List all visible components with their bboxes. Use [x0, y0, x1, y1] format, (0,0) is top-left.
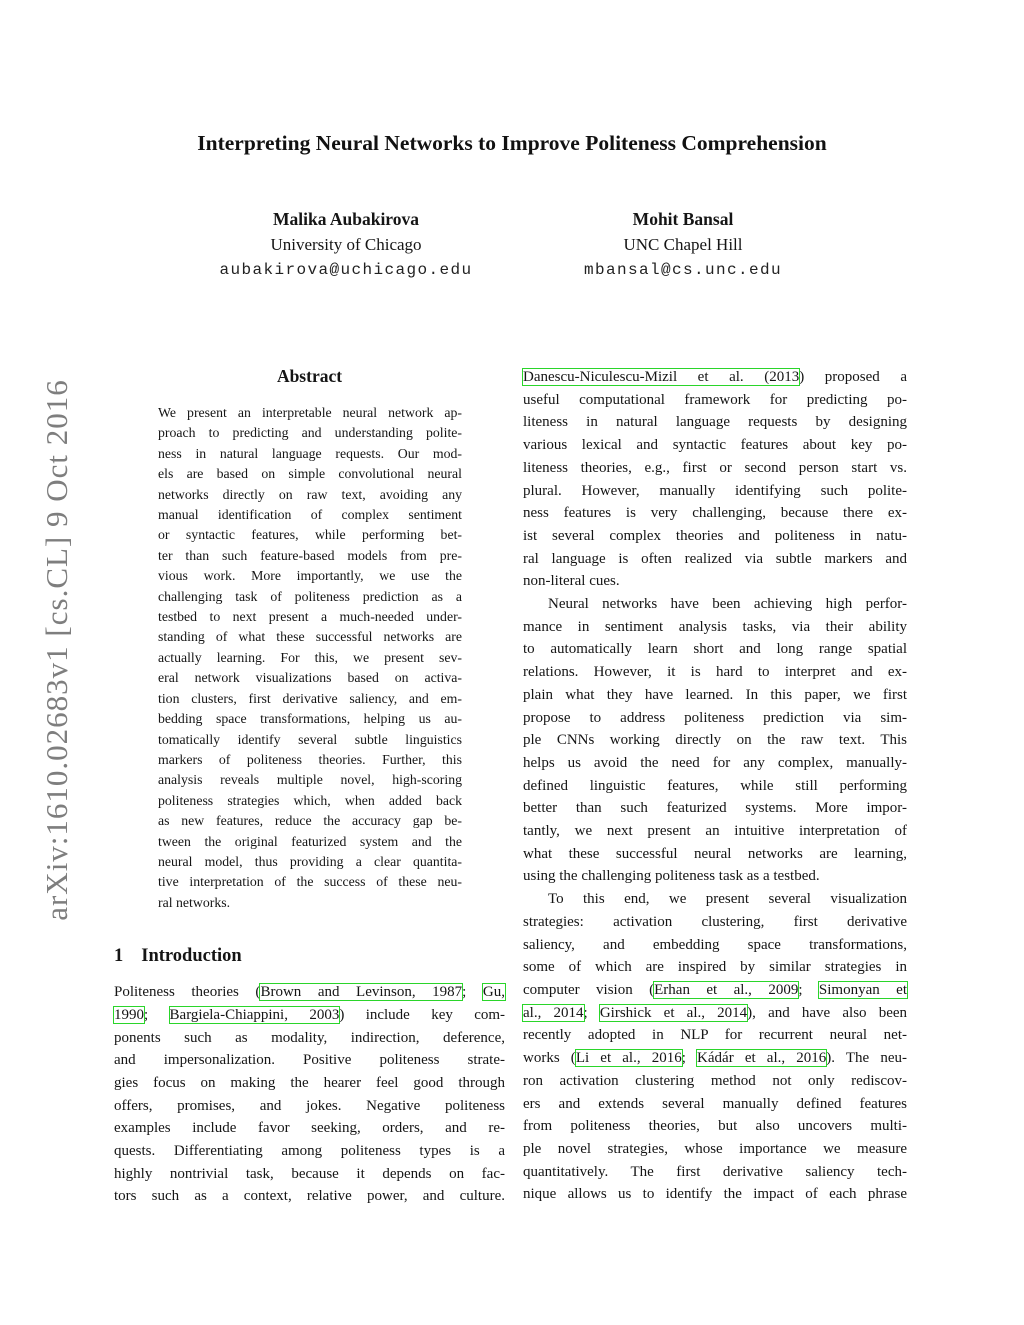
text-span: ). The neu- [826, 1050, 908, 1067]
citation-link[interactable]: Li et al., 2016 [575, 1050, 682, 1067]
text-span: recently adopted in NLP for recurrent neural net- [523, 1027, 907, 1044]
text-line [114, 1004, 505, 1027]
right-column [523, 366, 907, 1206]
text-line [158, 750, 462, 770]
text-line [158, 505, 462, 525]
text-line [158, 689, 462, 709]
text-line [523, 888, 907, 911]
text-line [114, 1072, 505, 1095]
text-span: liteness in natural language requests by designing [523, 414, 907, 431]
text-line [158, 627, 462, 647]
text-span: some of which are inspired by similar strategies in [523, 959, 907, 976]
text-span: ) proposed a [799, 369, 907, 385]
text-span: challenging task of politeness prediction as a [158, 588, 462, 604]
text-span: tween the original featurized system and the [158, 833, 462, 849]
text-span: ral language is often realized via subtle markers and [523, 550, 907, 567]
text-line [523, 1070, 907, 1093]
section-title: Introduction [141, 946, 242, 967]
text-span: ron activation clustering method not only rediscov- [523, 1072, 907, 1089]
text-span: actually learning. For this, we present sev- [158, 649, 462, 665]
citation-link[interactable]: Simonyan et [818, 981, 907, 998]
text-span: plural. However, manually identifying such polite- [523, 482, 907, 499]
text-span: ; [681, 1050, 698, 1067]
text-span: els are based on simple convolutional neural [158, 466, 462, 482]
citation-link[interactable]: Bargiela-Chiappini, 2003 [169, 1006, 340, 1023]
text-line [523, 525, 907, 548]
text-line [158, 566, 462, 586]
citation-link[interactable]: Gu, [482, 984, 505, 1001]
text-line [523, 389, 907, 412]
text-line [523, 1183, 907, 1206]
text-line [523, 411, 907, 434]
text-line [114, 1163, 505, 1186]
author-name: Mohit Bansal [632, 209, 734, 229]
text-line [523, 570, 907, 593]
text-line [523, 820, 907, 843]
text-line [523, 1093, 907, 1116]
text-span: politeness strategies which, when added back [158, 792, 462, 808]
paragraph-intro [114, 981, 505, 1208]
abstract-text [158, 403, 462, 913]
text-line [158, 525, 462, 545]
text-line [523, 616, 907, 639]
text-line [158, 668, 462, 688]
text-line [523, 843, 907, 866]
text-line [523, 1161, 907, 1184]
text-line [523, 638, 907, 661]
text-line [114, 1027, 505, 1050]
text-line [523, 1024, 907, 1047]
text-span: ponents such as modality, indirection, deference, [114, 1029, 505, 1046]
citation-link[interactable]: Danescu-Niculescu-Mizil et al. (2013 [523, 369, 800, 385]
text-line [523, 684, 907, 707]
text-span: To this end, we present several visualization [548, 891, 907, 908]
citation-link[interactable]: Girshick et al., 2014 [599, 1004, 748, 1021]
text-span: markers of politeness theories. Further, this [158, 751, 462, 767]
text-line [523, 1115, 907, 1138]
text-line [158, 770, 462, 790]
text-span: non-literal cues. [523, 573, 620, 590]
text-span: to automatically learn short and long range spatial [523, 641, 907, 658]
text-line [158, 832, 462, 852]
text-span: as new features, reduce the accuracy gap be- [158, 813, 462, 829]
author-email: aubakirova@uchicago.edu [219, 261, 473, 279]
text-span: ; [462, 984, 483, 1001]
text-line [523, 911, 907, 934]
text-span: ness features is very challenging, because there ex- [523, 505, 907, 522]
text-line [523, 661, 907, 684]
text-span: ist several complex theories and politeness in natu- [523, 527, 907, 544]
text-line [523, 865, 907, 888]
text-span: ; [583, 1004, 600, 1021]
paper-title: Interpreting Neural Networks to Improve Politeness Comprehension [197, 131, 827, 155]
text-span: gies focus on making the hearer feel good through [114, 1074, 505, 1091]
text-line [523, 775, 907, 798]
text-span: ral networks. [158, 894, 231, 910]
text-line [523, 1002, 907, 1025]
text-line [158, 403, 462, 423]
text-span: strategies: activation clustering, first derivative [523, 913, 907, 930]
author-name: Malika Aubakirova [272, 209, 420, 229]
paragraph [523, 366, 907, 593]
text-span: We present an interpretable neural network ap- [158, 405, 462, 420]
text-span: analysis reveals multiple novel, high-scoring [158, 772, 462, 788]
citation-link[interactable]: 1990 [114, 1006, 144, 1023]
text-line [114, 1140, 505, 1163]
text-line [523, 548, 907, 571]
text-line [158, 852, 462, 872]
text-line [158, 648, 462, 668]
text-span: ter than such feature-based models from pre- [158, 547, 462, 563]
text-span: tantly, we next present an intuitive interpretation of [523, 823, 907, 840]
text-line [523, 956, 907, 979]
text-span: highly nontrivial task, because it depends on fac- [114, 1165, 505, 1182]
text-span: proach to predicting and understanding polite- [158, 425, 462, 441]
text-line [158, 587, 462, 607]
citation-link[interactable]: Brown and Levinson, 1987 [260, 984, 463, 1001]
text-line [158, 730, 462, 750]
text-span: neural model, thus providing a clear quantita- [158, 853, 462, 869]
text-span: tive interpretation of the success of these neu- [158, 874, 462, 890]
paragraph [523, 593, 907, 888]
text-span: standing of what these successful networks are [158, 629, 462, 645]
paragraph [523, 888, 907, 1206]
text-span: from politeness theories, but also uncovers multi- [523, 1118, 907, 1135]
text-span: Neural networks have been achieving high perfor- [548, 596, 907, 613]
text-span: ple novel strategies, whose importance we measure [523, 1140, 907, 1157]
text-span: computer vision ( [523, 981, 655, 998]
author-affiliation: UNC Chapel Hill [623, 235, 743, 254]
text-span: eral network visualizations based on activa- [158, 670, 462, 686]
text-line [523, 434, 907, 457]
text-span: works ( [523, 1050, 576, 1067]
text-line [523, 480, 907, 503]
citation-link[interactable]: Erhan et al., 2009 [654, 981, 799, 998]
author-affiliation: University of Chicago [270, 235, 422, 254]
text-line [158, 811, 462, 831]
text-span: networks directly on raw text, avoiding any [158, 486, 462, 502]
citation-link[interactable]: Kádár et al., 2016 [697, 1050, 827, 1067]
text-span: quests. Differentiating among politeness types is a [114, 1143, 505, 1160]
text-span: propose to address politeness prediction via sim- [523, 709, 907, 726]
abstract-heading: Abstract [276, 366, 343, 386]
text-span: saliency, and embedding space transformations, [523, 936, 907, 953]
text-span: bedding space transformations, helping us au- [158, 711, 462, 727]
text-span: and impersonalization. Positive politeness strate- [114, 1052, 505, 1069]
text-line [158, 423, 462, 443]
text-line [523, 366, 907, 389]
text-line [114, 1049, 505, 1072]
text-span: testbed to next present a much-needed under- [158, 609, 462, 625]
text-line [158, 444, 462, 464]
text-span: examples include favor seeking, orders, and re- [114, 1120, 505, 1137]
author-block-2 [483, 206, 883, 283]
text-span: offers, promises, and jokes. Negative politeness [114, 1097, 505, 1114]
text-span: plain what they have learned. In this paper, we first [523, 686, 907, 703]
text-line [158, 464, 462, 484]
text-span: ) include key com- [339, 1006, 506, 1023]
text-span: ; [144, 1006, 170, 1023]
text-line [158, 872, 462, 892]
text-line [114, 1117, 505, 1140]
text-line [523, 707, 907, 730]
section-number: 1 [114, 946, 124, 967]
text-line [158, 709, 462, 729]
section-heading-introduction [114, 946, 505, 967]
text-line [523, 729, 907, 752]
text-span: vious work. More importantly, we use the [158, 568, 462, 584]
text-line [523, 1138, 907, 1161]
text-span: ness in natural language requests. Our mod- [158, 445, 462, 461]
text-line [523, 502, 907, 525]
text-span: using the challenging politeness task as a testbed. [523, 868, 820, 885]
citation-link[interactable]: al., 2014 [523, 1004, 584, 1021]
text-span: or syntactic features, while performing bet- [158, 527, 462, 543]
text-line [523, 752, 907, 775]
text-span: useful computational framework for predicting po- [523, 391, 907, 408]
text-span: Politeness theories ( [114, 984, 261, 1001]
left-column [114, 366, 505, 1208]
text-span: helps us avoid the need for any complex, manually- [523, 754, 907, 771]
text-line [158, 546, 462, 566]
text-span: better than such featurized systems. More impor- [523, 800, 907, 817]
author-email: mbansal@cs.unc.edu [583, 261, 783, 279]
text-line [158, 485, 462, 505]
text-span: ), and have also been [747, 1004, 908, 1021]
text-line [523, 797, 907, 820]
text-line [158, 791, 462, 811]
text-span: mance in sentiment analysis tasks, via their ability [523, 618, 907, 635]
text-line [523, 934, 907, 957]
text-line [523, 1047, 907, 1070]
text-span: tomatically identify several subtle linguistics [158, 731, 462, 747]
text-span: liteness theories, e.g., first or second person start vs. [523, 459, 907, 476]
text-span: quantitatively. The first derivative saliency tech- [523, 1163, 907, 1180]
text-span: various lexical and syntactic features about key po- [523, 437, 907, 454]
text-span: ; [798, 981, 819, 998]
text-line [114, 981, 505, 1004]
text-span: ers and extends several manually defined features [523, 1095, 907, 1112]
arxiv-watermark: arXiv:1610.02683v1 [cs.CL] 9 Oct 2016 [39, 379, 74, 921]
text-line [158, 893, 462, 913]
text-line [114, 1095, 505, 1118]
text-span: nique allows us to identify the impact of each phrase [523, 1186, 907, 1203]
text-span: relations. However, it is hard to interpret and ex- [523, 664, 907, 681]
text-span: defined linguistic features, while still performing [523, 777, 907, 794]
text-line [523, 593, 907, 616]
text-line [523, 457, 907, 480]
text-span: tors such as a context, relative power, and culture. [114, 1188, 505, 1205]
text-span: manual identification of complex sentiment [158, 507, 462, 523]
text-span: ple CNNs working directly on the raw text. This [523, 732, 907, 749]
text-span: tion clusters, first derivative saliency, and em- [158, 690, 462, 706]
text-span: what these successful neural networks are learning, [523, 845, 907, 862]
text-line [523, 979, 907, 1002]
text-line [158, 607, 462, 627]
text-line [114, 1185, 505, 1208]
